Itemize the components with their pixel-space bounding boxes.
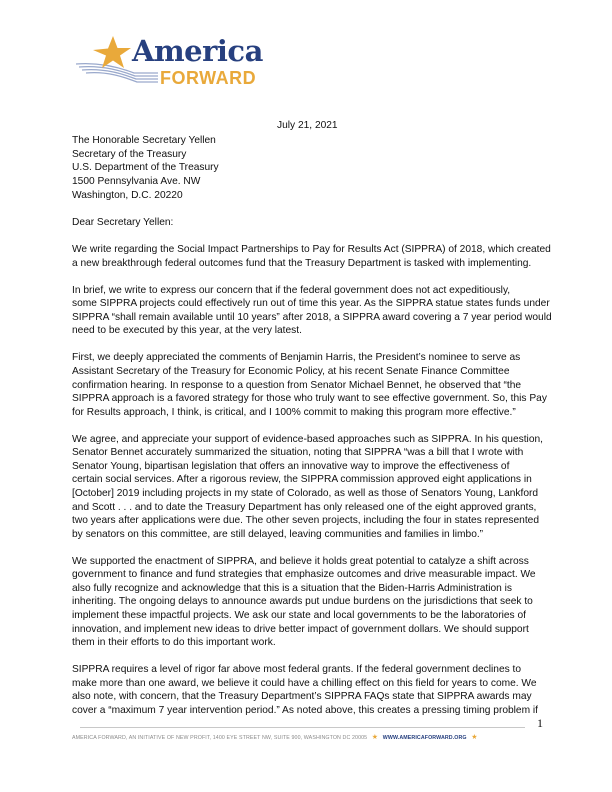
text-line: make more than one award, we believe it could have a chilling effect on this field for years to come. We xyxy=(72,677,537,689)
text-line: inheriting. The ongoing delays to announce awards put undue burdens on the jurisdictions that seek to xyxy=(72,596,533,608)
logo-star-icon xyxy=(93,36,131,68)
text-line: confirmation hearing. In response to a question from Senator Michael Bennet, he observed that “the xyxy=(72,379,522,391)
footer-divider xyxy=(80,727,525,728)
address-line: 1500 Pennsylvania Ave. NW xyxy=(72,176,201,188)
paragraph xyxy=(72,555,542,650)
text-line: also note, with concern, that the Treasury Department’s SIPPRA FAQs state that SIPPRA awards may xyxy=(72,691,532,703)
logo-forward-text: FORWARD xyxy=(160,68,257,88)
text-line: some SIPPRA projects could effectively run out of time this year. As the SIPPRA statue states funds under xyxy=(72,298,550,310)
text-line: [October] 2019 including projects in my state of Colorado, as well as those of Senators Young, Lankford xyxy=(72,487,539,499)
america-forward-logo xyxy=(76,34,276,96)
text-line: SIPPRA requires a level of rigor far above most federal grants. If the federal government declines to xyxy=(72,664,522,676)
text-line: for Results approach, I think, is critical, and I 100% commit to making this program more effective.” xyxy=(72,406,516,418)
text-line: In brief, we write to express our concern that if the federal government does not act expeditiously, xyxy=(72,284,511,296)
text-line: them in their efforts to do this important work. xyxy=(72,637,276,649)
address-line: Washington, D.C. 20220 xyxy=(72,189,183,201)
text-line: SIPPRA “shall remain available until 10 years” after 2018, a SIPPRA award covering a 7 year period would xyxy=(72,311,552,323)
text-line: We agree, and appreciate your support of evidence-based approaches such as SIPPRA. In his question, xyxy=(72,433,543,445)
text-line: need to be executed by this year, at the very latest. xyxy=(72,325,302,337)
paragraph xyxy=(72,663,542,717)
text-line: Senator Bennet accurately summarized the situation, noting that SIPPRA “was a bill that I wrote with xyxy=(72,447,524,459)
letter-date: July 21, 2021 xyxy=(277,120,338,131)
text-line: government to finance and fund strategies that emphasize outcomes and drive measurable impact. We xyxy=(72,569,536,581)
text-line: We write regarding the Social Impact Partnerships to Pay for Results Act (SIPPRA) of 2018, which created xyxy=(72,244,551,255)
page-number: 1 xyxy=(537,716,543,730)
text-line: innovation, and implement new ideas to drive better impact of government dollars. We should support xyxy=(72,623,529,635)
footer xyxy=(72,734,481,742)
footer-website-link[interactable]: WWW.AMERICAFORWARD.ORG xyxy=(382,735,467,741)
paragraph xyxy=(72,243,551,270)
text-line: Senator Young, bipartisan legislation that offers an innovative way to improve the effectiveness of xyxy=(72,460,510,472)
text-line: two years after applications were due. The other seven projects, including the four in states represented xyxy=(72,515,540,527)
text-line: certain social services. After a rigorous review, the SIPPRA commission approved eight applications in xyxy=(72,474,532,486)
address-line: U.S. Department of the Treasury xyxy=(72,162,219,174)
text-line: cover a “maximum 7 year intervention period.” As noted above, this creates a pressing timing problem if xyxy=(72,704,539,716)
address-line: Secretary of the Treasury xyxy=(72,148,187,160)
letter-body xyxy=(72,243,552,731)
star-icon: ★ xyxy=(371,734,379,741)
salutation: Dear Secretary Yellen: xyxy=(72,217,174,228)
logo-america-text: America xyxy=(132,34,263,68)
address-line: The Honorable Secretary Yellen xyxy=(72,135,216,146)
paragraph xyxy=(72,351,547,419)
text-line: also fully recognize and acknowledge that this is a situation that the Biden-Harris Administration is xyxy=(72,582,512,594)
recipient-address xyxy=(72,134,219,203)
paragraph xyxy=(72,284,552,338)
footer-address: AMERICA FORWARD, AN INITIATIVE OF NEW PROFIT, 1400 EYE STREET NW, SUITE 900, WASHINGTON DC 20005 xyxy=(72,735,368,741)
text-line: implement these impactful projects. We ask our state and local governments to be the laboratories of xyxy=(72,609,526,621)
text-line: by senators on this committee, are still delayed, leaving communities and families in limbo.” xyxy=(72,528,484,540)
paragraph xyxy=(72,433,542,541)
text-line: We supported the enactment of SIPPRA, and believe it holds great potential to catalyze a shift across xyxy=(72,555,529,567)
text-line: a new breakthrough federal outcomes fund that the Treasury Department is tasked with implementing. xyxy=(72,257,532,269)
star-icon: ★ xyxy=(471,734,478,741)
text-line: SIPPRA approach is a favored strategy for those who truly want to see effective government. So, this Pay xyxy=(72,393,547,405)
text-line: and Scott . . . and to date the Treasury Department has only released one of the eight approved grants, xyxy=(72,501,537,513)
text-line: First, we deeply appreciated the comments of Benjamin Harris, the President’s nominee to serve as xyxy=(72,352,521,364)
text-line: Assistant Secretary of the Treasury for Economic Policy, at his recent Senate Finance Committee xyxy=(72,366,510,378)
